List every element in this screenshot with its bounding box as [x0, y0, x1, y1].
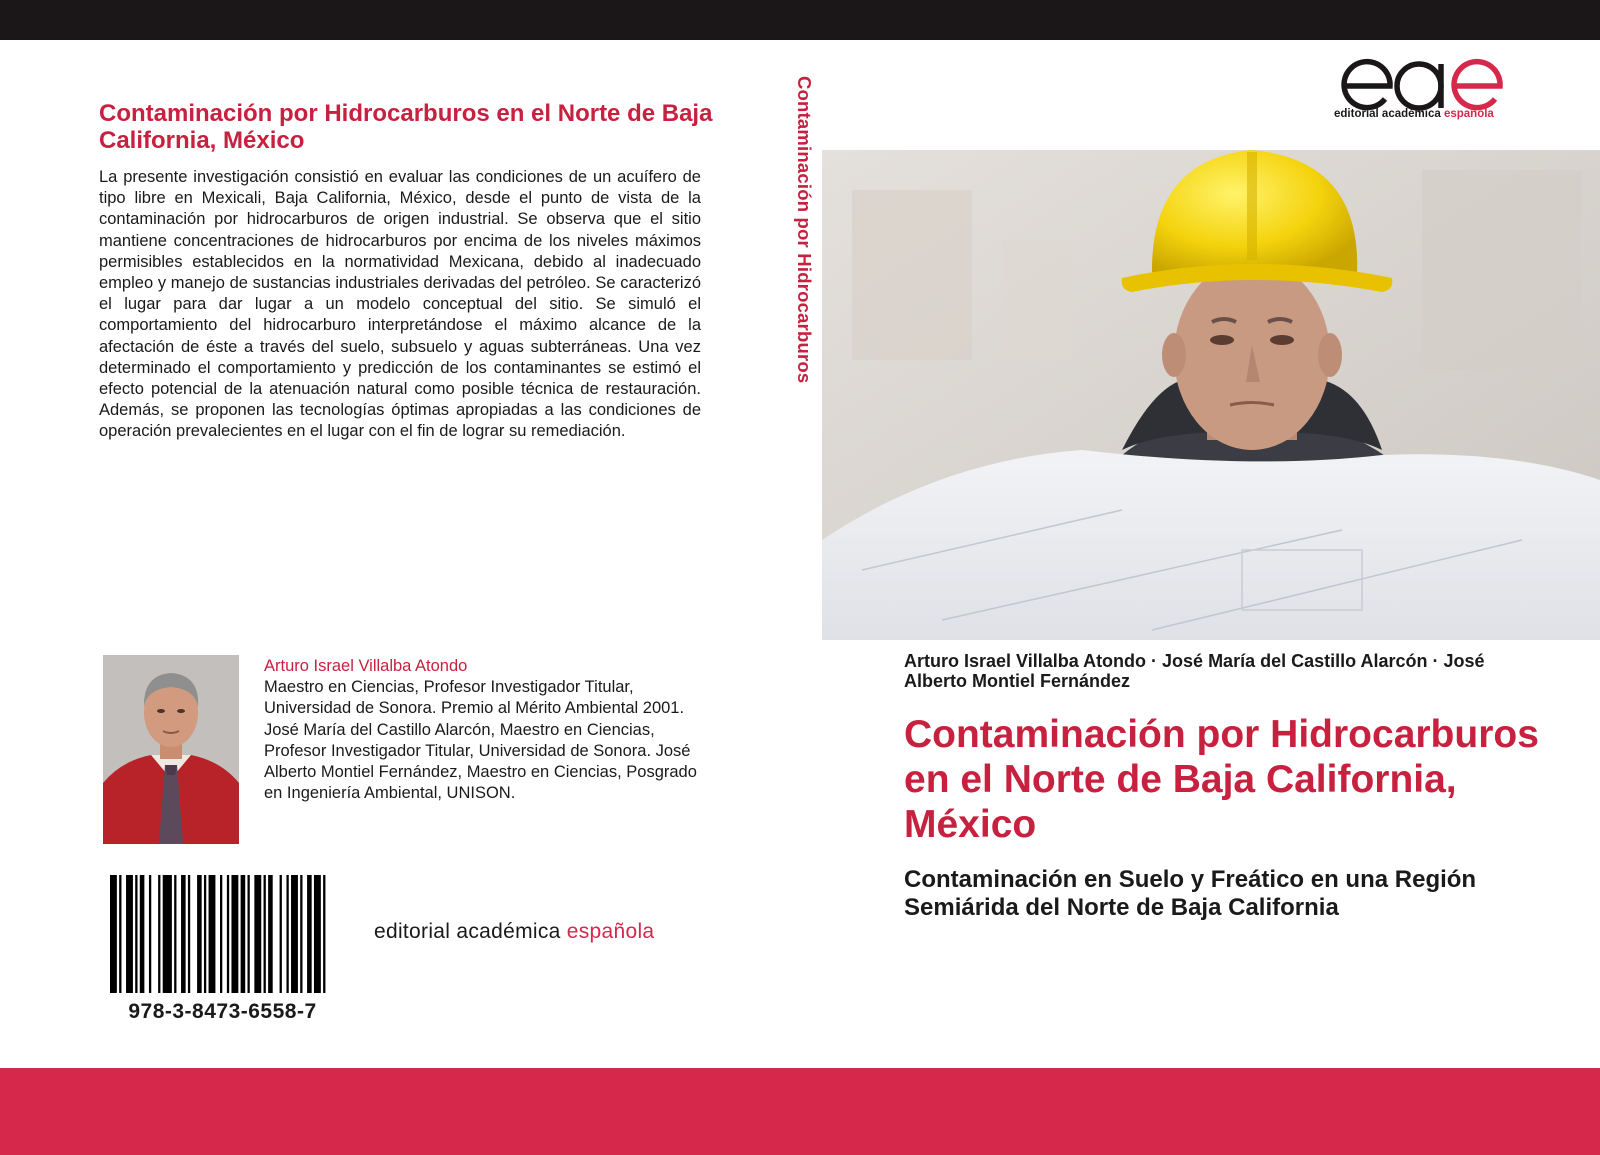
back-publisher-name — [374, 920, 654, 944]
front-cover-title: Contaminación por Hidrocarburos en el Norte de Baja California, México — [904, 713, 1539, 846]
author-photo — [103, 655, 239, 844]
author-bio-text: Maestro en Ciencias, Profesor Investigador Titular, Universidad de Sonora. Premio al Mérito Ambiental 2001. José María del Castillo Alarcón, Maestro en Ciencias, Profesor Investigador Titular, Universidad de Sonora. José Alberto Montiel Fernández, Maestro en Ciencias, Posgrado en Ingeniería Ambiental, UNISON. — [264, 678, 697, 803]
back-publisher-main: editorial académica — [374, 920, 567, 943]
bottom-band — [0, 1068, 1600, 1155]
back-cover-title: Contaminación por Hidrocarburos en el Norte de Baja California, México — [99, 100, 713, 154]
top-band — [0, 0, 1600, 40]
back-cover-blurb: La presente investigación consistió en evaluar las condiciones de un acuífero de tipo libre en Mexicali, Baja California, México, desde el punto de vista de la contaminación por hidrocarburos de origen industrial. Se observa que el sitio mantiene concentraciones de hidrocarburos por encima de los niveles máximos permisibles establecidos en la normatividad Mexicana, debido al inadecuado empleo y manejo de sustancias industriales derivadas del petróleo. Se caracterizó el lugar para dar lugar a un modelo conceptual del sitio. Se simuló el comportamiento del hidrocarburo interpretándose el máximo alcance de la afectación de éste a través del suelo, subsuelo y aguas subterráneas. Una vez determinado el comportamiento y predicción de los contaminantes se estimó el efecto potencial de la atenuación natural como posible técnica de restauración. Además, se proponen las tecnologías óptimas apropiadas a las condiciones de operación prevalecientes en el lugar con el fin de lograr su remediación. — [99, 168, 701, 441]
author-bio — [264, 656, 714, 804]
back-publisher-accent: española — [566, 920, 655, 943]
logo-caption-accent: española — [1443, 108, 1494, 120]
cover-photo-engineer — [822, 150, 1600, 640]
barcode — [110, 875, 330, 993]
isbn: 978-3-8473-6558-7 — [128, 1000, 317, 1023]
logo-caption — [1334, 108, 1509, 120]
front-cover-authors: Arturo Israel Villalba Atondo · José María del Castillo Alarcón · José Alberto Montiel Fernández — [904, 651, 1485, 691]
logo-caption-main: editorial académica — [1334, 108, 1444, 120]
author-bio-name: Arturo Israel Villalba Atondo — [264, 657, 468, 675]
front-cover-subtitle: Contaminación en Suelo y Freático en una Región Semiárida del Norte de Baja California — [904, 866, 1477, 921]
spine-title: Contaminación por Hidrocarburos — [794, 76, 815, 384]
